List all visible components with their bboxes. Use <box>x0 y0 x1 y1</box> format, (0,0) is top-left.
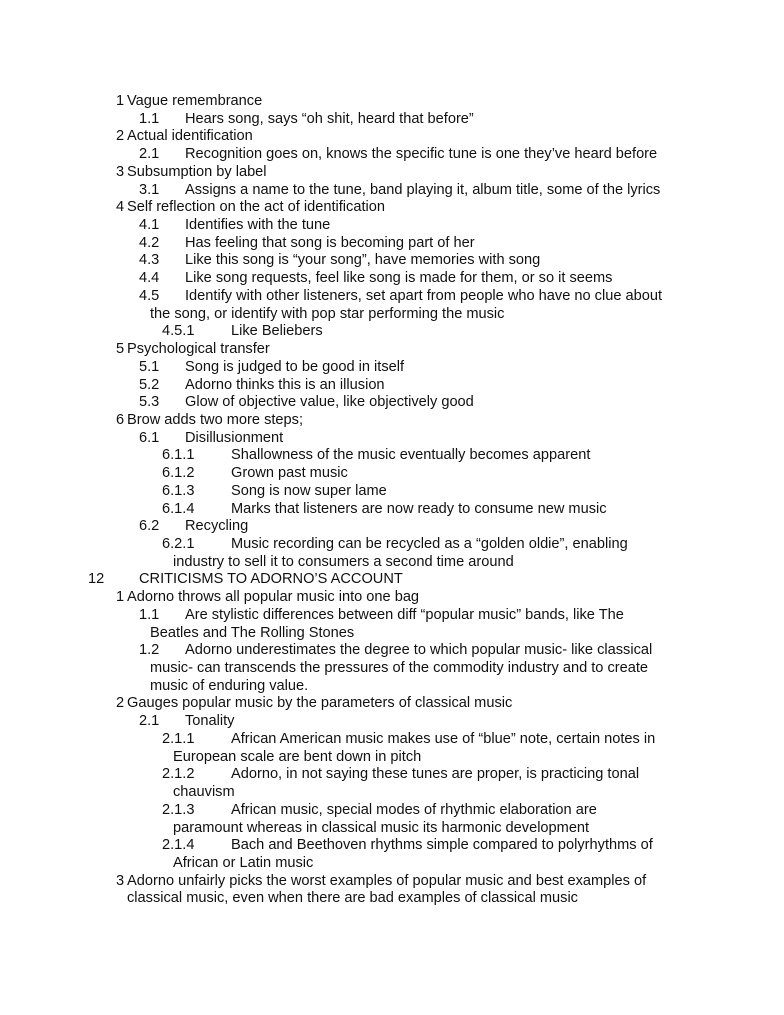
outline-number: 5 <box>116 341 125 358</box>
outline-text: Bach and Beethoven rhythms simple compared to polyrhythms of <box>231 837 653 854</box>
outline-text: Like song requests, feel like song is made for them, or so it seems <box>185 270 613 287</box>
outline-text: Subsumption by label <box>127 163 267 180</box>
outline-text: Identify with other listeners, set apart from people who have no clue about <box>185 287 663 304</box>
outline-text: Glow of objective value, like objectively good <box>185 394 474 411</box>
outline-text: Shallowness of the music eventually becomes apparent <box>231 447 591 464</box>
outline-text: Music recording can be recycled as a “golden oldie”, enabling <box>231 536 628 552</box>
outline-text: Self reflection on the act of identification <box>127 199 385 216</box>
outline-number: 5.1 <box>139 358 160 375</box>
outline-text: Vague remembrance <box>127 93 263 109</box>
outline-number: 4.1 <box>139 217 160 234</box>
outline-text: Recognition goes on, knows the specific tune is one they’ve heard before <box>185 146 658 163</box>
outline-number: 4.2 <box>139 234 160 251</box>
outline-text: Adorno underestimates the degree to which popular music- like classical <box>185 642 653 659</box>
outline-text: classical music, even when there are bad examples of classical music <box>127 890 578 907</box>
outline-number: 12 <box>88 571 105 588</box>
outline-number: 4.5 <box>139 287 160 304</box>
outline-text: CRITICISMS TO ADORNO’S ACCOUNT <box>139 571 403 588</box>
outline-text: Brow adds two more steps; <box>127 411 304 428</box>
outline-text: Recycling <box>185 518 249 535</box>
outline-number: 2.1 <box>139 713 160 730</box>
outline-number: 3 <box>116 872 125 889</box>
outline-number: 2.1.4 <box>162 837 195 854</box>
outline-text: Adorno unfairly picks the worst examples of popular music and best examples of <box>127 872 647 889</box>
outline-text: Song is judged to be good in itself <box>185 358 405 375</box>
outline-number: 2.1.1 <box>162 730 195 747</box>
outline-number: 6.1 <box>139 429 160 446</box>
outline-number: 2 <box>116 128 125 145</box>
outline-number: 6.2.1 <box>162 536 195 552</box>
outline-text: music of enduring value. <box>150 677 309 694</box>
outline-number: 3 <box>116 163 125 180</box>
outline-text: Gauges popular music by the parameters of classical music <box>127 695 513 712</box>
outline-text: Assigns a name to the tune, band playing it, album title, some of the lyrics <box>185 181 661 198</box>
outline-number: 4.4 <box>139 270 160 287</box>
outline-number: 2.1 <box>139 146 160 163</box>
outline-text: Identifies with the tune <box>185 217 331 234</box>
outline-text: African American music makes use of “blue” note, certain notes in <box>231 730 656 747</box>
outline-text: Has feeling that song is becoming part of her <box>185 234 475 251</box>
outline-text: Disillusionment <box>185 429 284 446</box>
outline-number: 6 <box>116 411 125 428</box>
outline-number: 2.1.2 <box>162 766 195 783</box>
outline-number: 1.1 <box>139 110 160 127</box>
outline-text: Are stylistic differences between diff “popular music” bands, like The <box>185 606 624 623</box>
outline-text: Adorno thinks this is an illusion <box>185 376 385 393</box>
outline-number: 1.1 <box>139 606 160 623</box>
outline-text: Beatles and The Rolling Stones <box>150 624 355 641</box>
outline-number: 2 <box>116 695 125 712</box>
outline-number: 6.1.2 <box>162 465 195 482</box>
outline-number: 4.3 <box>139 252 160 269</box>
outline-text: Marks that listeners are now ready to consume new music <box>231 500 607 517</box>
outline-number: 1.2 <box>139 642 160 659</box>
outline-text: paramount whereas in classical music its harmonic development <box>173 819 590 836</box>
outline-text: Grown past music <box>231 465 348 482</box>
outline-number: 4.5.1 <box>162 323 195 340</box>
outline-number: 2.1.3 <box>162 801 195 818</box>
outline-text: European scale are bent down in pitch <box>173 748 422 765</box>
outline-text: chauvism <box>173 784 235 801</box>
outline-number: 6.1.1 <box>162 447 195 464</box>
outline-text: music- can transcends the pressures of the commodity industry and to create <box>150 660 649 677</box>
outline-text: Psychological transfer <box>127 341 270 358</box>
outline-text: Like this song is “your song”, have memories with song <box>185 252 541 269</box>
outline-text: Tonality <box>185 713 235 730</box>
outline-number: 5.2 <box>139 376 160 393</box>
outline-number: 6.1.3 <box>162 482 195 499</box>
outline-number: 6.2 <box>139 518 160 535</box>
outline-text: African or Latin music <box>173 854 314 871</box>
outline-text: Like Beliebers <box>231 323 323 340</box>
outline-number: 1 <box>116 589 125 606</box>
outline-text: industry to sell it to consumers a second time around <box>173 553 514 570</box>
outline-number: 3.1 <box>139 181 160 198</box>
outline-number: 6.1.4 <box>162 500 195 517</box>
outline-number: 4 <box>116 199 125 216</box>
outline-text: Hears song, says “oh shit, heard that before” <box>185 110 474 127</box>
outline-text: Adorno, in not saying these tunes are proper, is practicing tonal <box>231 766 640 783</box>
outline-text: Adorno throws all popular music into one bag <box>127 589 420 606</box>
outline-text: Actual identification <box>127 128 253 145</box>
outline-text: African music, special modes of rhythmic elaboration are <box>231 801 597 818</box>
outline-text: the song, or identify with pop star performing the music <box>150 305 505 322</box>
outline-number: 5.3 <box>139 394 160 411</box>
outline-text: Song is now super lame <box>231 482 387 499</box>
outline-number: 1 <box>116 93 125 109</box>
